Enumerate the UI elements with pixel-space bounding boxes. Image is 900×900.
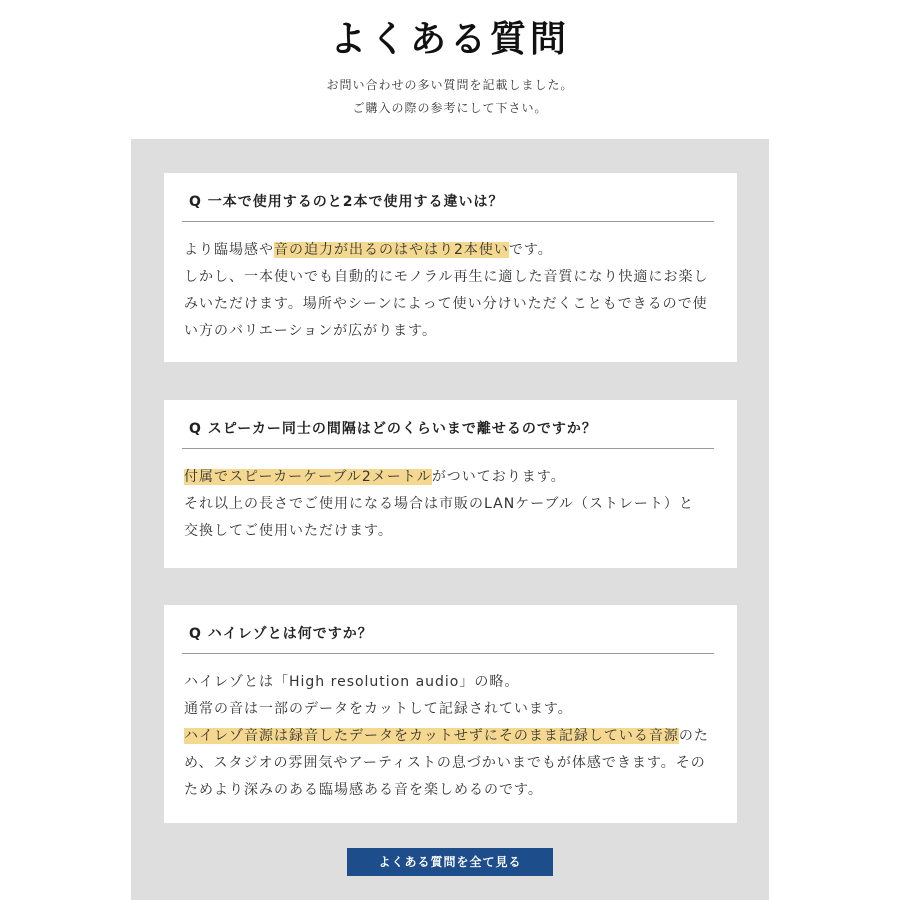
answer-line: みいただけます。場所やシーンによって使い分けいただくこともできるので使 (184, 296, 708, 312)
faq-card (164, 605, 737, 823)
answer-text: より臨場感や (184, 242, 274, 258)
view-all-faq-button[interactable]: よくある質問を全て見る (347, 848, 553, 876)
faq-question: Q ハイレゾとは何ですか？ (189, 626, 373, 642)
answer-text: がついております。 (431, 469, 566, 485)
faq-divider (182, 448, 714, 449)
page-title: よくある質問 (329, 19, 570, 60)
page-subtitle-line2: ご購入の際の参考にして下さい。 (352, 101, 548, 115)
answer-line: しかし、一本使いでも自動的にモノラル再生に適した音質になり快適にお楽し (184, 269, 709, 285)
faq-card (164, 173, 737, 362)
answer-highlight: 音の迫力が出るのはやはり2本使い (274, 242, 509, 258)
answer-line (184, 237, 717, 264)
answer-line: い方のバリエーションが広がります。 (184, 323, 438, 339)
answer-line (184, 464, 717, 491)
faq-card (164, 400, 737, 568)
faq-answer (184, 669, 717, 804)
answer-text: のた (678, 728, 709, 744)
answer-line: 通常の音は一部のデータをカットして記録されています。 (184, 701, 573, 717)
faq-divider (182, 653, 714, 654)
answer-line: それ以上の長さでご使用になる場合は市販のLANケーブル（ストレート）と (184, 496, 694, 512)
answer-line: ためより深みのある臨場感ある音を楽しめるのです。 (184, 782, 543, 798)
answer-line: ハイレゾとは「High resolution audio」の略。 (184, 674, 520, 690)
answer-highlight: ハイレゾ音源は録音したデータをカットせずにそのまま記録している音源 (184, 728, 679, 744)
faq-answer (184, 237, 717, 345)
answer-text: です。 (508, 242, 553, 258)
faq-question: Q スピーカー同士の間隔はどのくらいまで離せるのですか？ (189, 421, 597, 437)
page-subtitle-line1: お問い合わせの多い質問を記載しました。 (326, 78, 574, 92)
answer-highlight: 付属でスピーカーケーブル2メートル (184, 469, 432, 485)
faq-answer (184, 464, 717, 545)
answer-line (184, 723, 717, 750)
faq-divider (182, 221, 714, 222)
faq-question: Q 一本で使用するのと2本で使用する違いは？ (189, 194, 504, 210)
answer-line: 交換してご使用いただけます。 (184, 523, 393, 539)
answer-line: め、スタジオの雰囲気やアーティストの息づかいまでもが体感できます。その (184, 755, 706, 771)
